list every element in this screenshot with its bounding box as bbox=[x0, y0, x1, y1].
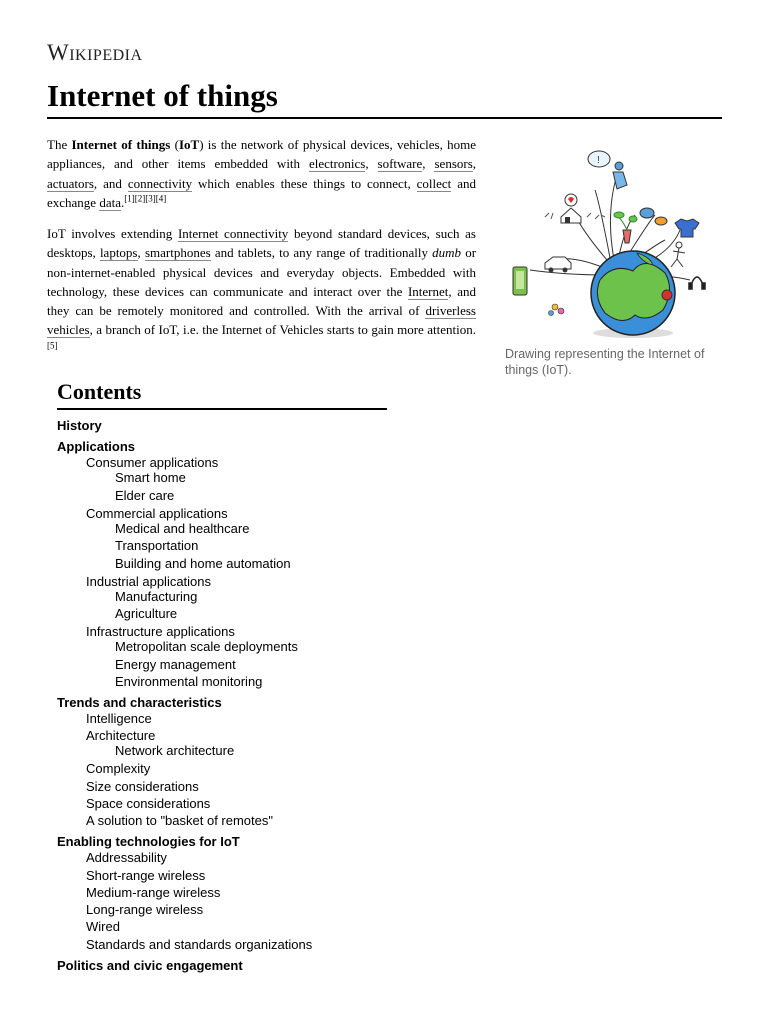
toc-item-level-2[interactable]: Medium-range wireless bbox=[86, 884, 221, 900]
fitness-figure-icon bbox=[671, 242, 685, 267]
toc-item-level-2[interactable]: Wired bbox=[86, 919, 120, 935]
iot-illustration[interactable] bbox=[505, 145, 720, 340]
toc-item-level-1[interactable]: Enabling technologies for IoT bbox=[57, 834, 240, 850]
shirt-icon bbox=[675, 219, 699, 237]
toc-item-level-1[interactable]: History bbox=[57, 418, 102, 433]
toc-item-level-2[interactable]: Infrastructure applications bbox=[86, 624, 235, 639]
table-of-contents bbox=[57, 376, 387, 973]
smart-home-icon bbox=[561, 194, 581, 223]
car-icon bbox=[545, 257, 571, 273]
article-link[interactable]: smartphones bbox=[144, 245, 211, 261]
article-link[interactable]: actuators bbox=[47, 175, 94, 191]
text-run: which enables these things to connect, bbox=[192, 175, 417, 191]
toc-item-level-2[interactable]: A solution to "basket of remotes" bbox=[86, 813, 273, 829]
toc-item-level-3[interactable]: Smart home bbox=[115, 470, 186, 485]
italic-term: dumb bbox=[432, 245, 462, 261]
toc-item-level-3[interactable]: Metropolitan scale deployments bbox=[115, 639, 298, 654]
toc-item-level-2[interactable]: Consumer applications bbox=[86, 455, 219, 470]
toc-item-level-2[interactable]: Size considerations bbox=[86, 778, 199, 794]
plant-icon bbox=[614, 212, 637, 243]
article-link[interactable]: electronics bbox=[309, 156, 366, 172]
toc-title: Contents bbox=[57, 376, 387, 410]
text-run: ) is the network of physical devices, vehicles, home appliances, and other items embedded with bbox=[47, 137, 476, 172]
page-title: Internet of things bbox=[47, 76, 722, 119]
toc-item-level-1[interactable]: Politics and civic engagement bbox=[57, 957, 243, 973]
headphones-icon bbox=[689, 277, 705, 289]
text-run: The bbox=[47, 137, 72, 152]
figure-caption: Drawing representing the Internet of things (IoT). bbox=[505, 347, 705, 377]
text-run: and exchange bbox=[47, 175, 476, 210]
article-link[interactable]: driverless vehicles bbox=[47, 303, 476, 338]
toc-item-level-2[interactable]: Space considerations bbox=[86, 795, 211, 811]
phone-icon bbox=[513, 267, 527, 295]
toc-item-level-3[interactable]: Energy management bbox=[115, 656, 236, 672]
text-run: or non-internet-enabled physical devices and everyday objects. Embedded with technology, these devices can communicate and interact over the bbox=[47, 245, 477, 299]
infobox-figure bbox=[505, 145, 720, 378]
text-run: , bbox=[422, 156, 435, 172]
toc-item-level-3[interactable]: Environmental monitoring bbox=[115, 674, 263, 689]
toc-item-level-2[interactable]: Commercial applications bbox=[86, 505, 228, 521]
toc-item-level-3[interactable]: Agriculture bbox=[115, 606, 178, 621]
toc-item-level-3[interactable]: Transportation bbox=[115, 538, 199, 553]
text-run: and tablets, to any range of traditionally bbox=[210, 245, 433, 261]
text-run: , and they can be remotely monitored and controlled. With the arrival of bbox=[47, 283, 476, 319]
toc-item-level-1[interactable]: Trends and characteristics bbox=[57, 695, 222, 710]
article-link[interactable]: Internet bbox=[407, 283, 449, 299]
article-link[interactable]: laptops bbox=[99, 245, 138, 261]
citation-ref[interactable]: [1][2][3][4] bbox=[124, 193, 167, 204]
article-link[interactable]: collect bbox=[416, 175, 452, 191]
wikipedia-logo-text bbox=[47, 41, 143, 65]
article-link[interactable]: sensors bbox=[434, 156, 473, 172]
toc-item-level-2[interactable]: Long-range wireless bbox=[86, 902, 204, 918]
logo-rest: ikipedia bbox=[69, 40, 143, 65]
toc-item-level-3[interactable]: Manufacturing bbox=[115, 588, 198, 604]
article-link[interactable]: connectivity bbox=[127, 175, 193, 191]
text-run: . bbox=[121, 194, 125, 210]
toc-item-level-2[interactable]: Intelligence bbox=[86, 711, 152, 726]
toc-item-level-2[interactable]: Complexity bbox=[86, 761, 151, 777]
logo-initial: W bbox=[47, 40, 70, 65]
flowers-icon bbox=[549, 304, 565, 316]
bold-term: Internet of things bbox=[71, 137, 171, 152]
wikipedia-logo[interactable] bbox=[47, 40, 143, 66]
article-link[interactable]: software bbox=[377, 156, 423, 172]
toc-item-level-2[interactable]: Addressability bbox=[86, 850, 167, 866]
toc-item-level-3[interactable]: Elder care bbox=[115, 487, 175, 503]
toc-item-level-3[interactable]: Medical and healthcare bbox=[115, 520, 250, 536]
text-run: , bbox=[472, 156, 477, 172]
toc-item-level-2[interactable]: Short-range wireless bbox=[86, 867, 206, 883]
text-run: , bbox=[137, 245, 145, 261]
lead-paragraph-2 bbox=[47, 224, 476, 359]
article-link[interactable]: data bbox=[99, 194, 121, 210]
lead-paragraph-1 bbox=[47, 135, 476, 212]
text-run: , bbox=[365, 156, 378, 172]
person-speech-icon bbox=[588, 151, 627, 189]
toc-item-level-1[interactable]: Applications bbox=[57, 439, 136, 454]
text-run: , a branch of IoT, i.e. the Internet of Vehicles starts to gain more attention. bbox=[89, 322, 476, 338]
article-link[interactable]: Internet connectivity bbox=[177, 226, 289, 241]
toc-item-level-2[interactable]: Standards and standards organizations bbox=[86, 936, 313, 952]
toc-item-level-2[interactable]: Industrial applications bbox=[86, 573, 212, 589]
text-run: beyond standard devices, such as desktops, bbox=[47, 226, 476, 261]
watch-icon bbox=[662, 290, 672, 300]
toc-item-level-3[interactable]: Building and home automation bbox=[115, 555, 291, 571]
toc-item-level-3[interactable]: Network architecture bbox=[115, 743, 235, 759]
bold-term: IoT bbox=[178, 137, 200, 152]
toc-item-level-2[interactable]: Architecture bbox=[86, 728, 156, 744]
text-run: ( bbox=[170, 137, 179, 152]
text-run: IoT involves extending bbox=[47, 226, 178, 241]
citation-ref[interactable]: [5] bbox=[47, 340, 58, 351]
svg-text:!: ! bbox=[597, 155, 600, 166]
text-run: , and bbox=[93, 175, 128, 191]
